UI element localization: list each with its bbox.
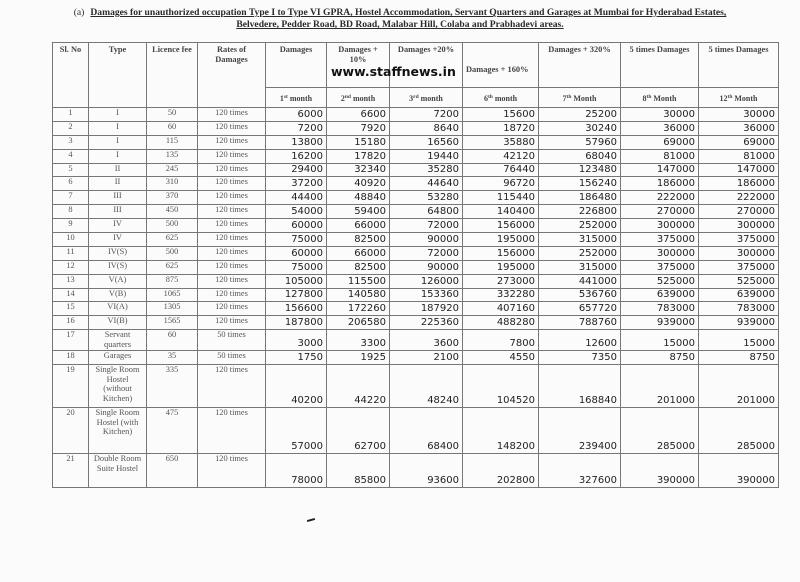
cell-rate: 120 times	[198, 288, 266, 302]
cell-rate: 120 times	[198, 149, 266, 163]
cell-value: 44400	[266, 191, 327, 205]
cell-value: 3600	[390, 330, 463, 351]
cell-value: 147000	[699, 163, 779, 177]
cell-value: 44220	[327, 365, 390, 408]
subheader-num: 6	[483, 93, 488, 103]
cell-value: 90000	[390, 233, 463, 247]
cell-value: 75000	[266, 260, 327, 274]
cell-fee: 50	[147, 108, 198, 122]
cell-rate: 120 times	[198, 135, 266, 149]
cell-type: I	[89, 135, 147, 149]
cell-value: 8750	[699, 351, 779, 365]
cell-sl: 11	[53, 246, 89, 260]
cell-rate: 120 times	[198, 163, 266, 177]
cell-value: 222000	[699, 191, 779, 205]
subheader-unit: Month	[732, 93, 758, 103]
cell-value: 40920	[327, 177, 390, 191]
scan-mark	[307, 518, 315, 522]
table-row	[53, 288, 779, 302]
cell-sl: 21	[53, 454, 89, 488]
header-damages-160: Damages + 160%	[463, 43, 539, 88]
cell-fee: 35	[147, 351, 198, 365]
cell-value: 390000	[699, 454, 779, 488]
damages-table	[52, 42, 779, 488]
cell-value: 172260	[327, 302, 390, 316]
cell-value: 315000	[539, 233, 621, 247]
cell-value: 42120	[463, 149, 539, 163]
subheader-num: 8	[642, 93, 647, 103]
cell-value: 1925	[327, 351, 390, 365]
cell-type: II	[89, 177, 147, 191]
cell-value: 64800	[390, 205, 463, 219]
cell-value: 657720	[539, 302, 621, 316]
cell-sl: 3	[53, 135, 89, 149]
cell-type: Servant quarters	[89, 330, 147, 351]
cell-value: 40200	[266, 365, 327, 408]
cell-value: 407160	[463, 302, 539, 316]
cell-value: 15600	[463, 108, 539, 122]
cell-sl: 18	[53, 351, 89, 365]
cell-value: 226800	[539, 205, 621, 219]
table-row	[53, 330, 779, 351]
cell-sl: 9	[53, 219, 89, 233]
cell-value: 252000	[539, 246, 621, 260]
cell-value: 783000	[699, 302, 779, 316]
cell-value: 332280	[463, 288, 539, 302]
cell-value: 202800	[463, 454, 539, 488]
cell-rate: 120 times	[198, 408, 266, 454]
cell-sl: 6	[53, 177, 89, 191]
cell-value: 68040	[539, 149, 621, 163]
cell-value: 153360	[390, 288, 463, 302]
header-5x-damages-12: 5 times Damages	[699, 43, 779, 88]
cell-value: 939000	[699, 316, 779, 330]
cell-rate: 120 times	[198, 108, 266, 122]
cell-type: Garages	[89, 351, 147, 365]
cell-value: 186480	[539, 191, 621, 205]
cell-value: 375000	[699, 260, 779, 274]
cell-value: 8750	[621, 351, 699, 365]
cell-value: 7200	[390, 108, 463, 122]
cell-value: 270000	[621, 205, 699, 219]
cell-value: 127800	[266, 288, 327, 302]
cell-fee: 135	[147, 149, 198, 163]
cell-fee: 450	[147, 205, 198, 219]
cell-type: IV(S)	[89, 260, 147, 274]
cell-type: IV	[89, 233, 147, 247]
table-row	[53, 246, 779, 260]
cell-value: 60000	[266, 219, 327, 233]
cell-rate: 120 times	[198, 121, 266, 135]
subheader-c5	[539, 88, 621, 108]
cell-value: 270000	[699, 205, 779, 219]
cell-value: 315000	[539, 260, 621, 274]
cell-value: 53280	[390, 191, 463, 205]
cell-value: 29400	[266, 163, 327, 177]
cell-fee: 1565	[147, 316, 198, 330]
table-row	[53, 149, 779, 163]
cell-value: 37200	[266, 177, 327, 191]
cell-value: 488280	[463, 316, 539, 330]
table-row	[53, 274, 779, 288]
cell-value: 186000	[699, 177, 779, 191]
cell-sl: 14	[53, 288, 89, 302]
cell-rate: 120 times	[198, 233, 266, 247]
table-row	[53, 233, 779, 247]
cell-value: 7920	[327, 121, 390, 135]
cell-value: 105000	[266, 274, 327, 288]
cell-sl: 15	[53, 302, 89, 316]
cell-value: 30240	[539, 121, 621, 135]
table-row	[53, 108, 779, 122]
cell-value: 90000	[390, 260, 463, 274]
subheader-c1	[266, 88, 327, 108]
cell-value: 939000	[621, 316, 699, 330]
cell-value: 78000	[266, 454, 327, 488]
cell-value: 123480	[539, 163, 621, 177]
subheader-num: 1	[279, 93, 284, 103]
header-damages: Damages	[266, 43, 327, 88]
cell-value: 35880	[463, 135, 539, 149]
cell-value: 639000	[621, 288, 699, 302]
cell-fee: 115	[147, 135, 198, 149]
cell-type: Double Room Suite Hostel	[89, 454, 147, 488]
cell-value: 16200	[266, 149, 327, 163]
cell-value: 140580	[327, 288, 390, 302]
cell-value: 8640	[390, 121, 463, 135]
subheader-unit: Month	[571, 93, 597, 103]
cell-value: 783000	[621, 302, 699, 316]
cell-type: I	[89, 121, 147, 135]
cell-value: 76440	[463, 163, 539, 177]
table-row	[53, 121, 779, 135]
cell-value: 206580	[327, 316, 390, 330]
subheader-num: 7	[562, 93, 567, 103]
cell-fee: 500	[147, 246, 198, 260]
cell-fee: 625	[147, 233, 198, 247]
section-label: (a)	[73, 7, 85, 18]
cell-value: 375000	[621, 233, 699, 247]
subheader-num: 3	[409, 93, 414, 103]
cell-value: 788760	[539, 316, 621, 330]
table-row	[53, 408, 779, 454]
cell-value: 36000	[621, 121, 699, 135]
cell-value: 75000	[266, 233, 327, 247]
cell-fee: 335	[147, 365, 198, 408]
cell-fee: 245	[147, 163, 198, 177]
cell-value: 35280	[390, 163, 463, 177]
header-damages-10: Damages + 10%	[327, 43, 390, 88]
cell-value: 195000	[463, 260, 539, 274]
subheader-suffix: th	[727, 93, 733, 100]
subheader-unit: month	[492, 93, 518, 103]
cell-value: 66000	[327, 246, 390, 260]
cell-fee: 650	[147, 454, 198, 488]
subheader-unit: month	[350, 93, 376, 103]
cell-value: 25200	[539, 108, 621, 122]
cell-value: 59400	[327, 205, 390, 219]
cell-sl: 10	[53, 233, 89, 247]
cell-sl: 8	[53, 205, 89, 219]
cell-value: 156600	[266, 302, 327, 316]
cell-type: VI(B)	[89, 316, 147, 330]
cell-type: I	[89, 149, 147, 163]
cell-value: 285000	[621, 408, 699, 454]
cell-rate: 120 times	[198, 177, 266, 191]
cell-value: 225360	[390, 316, 463, 330]
cell-rate: 120 times	[198, 365, 266, 408]
cell-rate: 120 times	[198, 274, 266, 288]
cell-value: 156240	[539, 177, 621, 191]
cell-value: 525000	[699, 274, 779, 288]
cell-value: 15000	[699, 330, 779, 351]
cell-value: 639000	[699, 288, 779, 302]
cell-value: 82500	[327, 260, 390, 274]
table-row	[53, 260, 779, 274]
cell-value: 300000	[699, 219, 779, 233]
cell-fee: 370	[147, 191, 198, 205]
subheader-suffix: th	[646, 93, 652, 100]
cell-value: 441000	[539, 274, 621, 288]
header-5x-damages-8: 5 times Damages	[621, 43, 699, 88]
cell-value: 68400	[390, 408, 463, 454]
table-row	[53, 365, 779, 408]
cell-value: 126000	[390, 274, 463, 288]
cell-value: 72000	[390, 246, 463, 260]
cell-rate: 120 times	[198, 454, 266, 488]
table-row	[53, 191, 779, 205]
cell-value: 96720	[463, 177, 539, 191]
cell-value: 93600	[390, 454, 463, 488]
cell-value: 15180	[327, 135, 390, 149]
cell-value: 69000	[699, 135, 779, 149]
header-licence-fee: Licence fee	[147, 43, 198, 108]
cell-value: 140400	[463, 205, 539, 219]
cell-value: 18720	[463, 121, 539, 135]
cell-fee: 475	[147, 408, 198, 454]
cell-value: 30000	[699, 108, 779, 122]
cell-rate: 120 times	[198, 246, 266, 260]
title-line-1: Damages for unauthorized occupation Type I to Type VI GPRA, Hostel Accommodation, Servant Quarters and Garages at Mumbai for Hyderabad Estates,	[90, 7, 727, 18]
cell-value: 285000	[699, 408, 779, 454]
subheader-c2	[327, 88, 390, 108]
cell-fee: 1305	[147, 302, 198, 316]
cell-value: 57960	[539, 135, 621, 149]
cell-sl: 17	[53, 330, 89, 351]
cell-rate: 120 times	[198, 191, 266, 205]
cell-value: 115500	[327, 274, 390, 288]
subheader-suffix: th	[566, 93, 572, 100]
cell-type: V(A)	[89, 274, 147, 288]
cell-rate: 50 times	[198, 330, 266, 351]
cell-value: 36000	[699, 121, 779, 135]
cell-fee: 1065	[147, 288, 198, 302]
cell-value: 104520	[463, 365, 539, 408]
cell-sl: 16	[53, 316, 89, 330]
cell-type: Single Room Hostel (without Kitchen)	[89, 365, 147, 408]
cell-value: 273000	[463, 274, 539, 288]
cell-value: 222000	[621, 191, 699, 205]
cell-rate: 120 times	[198, 205, 266, 219]
cell-sl: 19	[53, 365, 89, 408]
cell-value: 195000	[463, 233, 539, 247]
table-row	[53, 351, 779, 365]
subheader-unit: Month	[651, 93, 677, 103]
subheader-c3	[390, 88, 463, 108]
cell-value: 60000	[266, 246, 327, 260]
cell-rate: 120 times	[198, 219, 266, 233]
cell-sl: 1	[53, 108, 89, 122]
cell-value: 147000	[621, 163, 699, 177]
subheader-num: 2	[340, 93, 345, 103]
cell-type: III	[89, 205, 147, 219]
cell-value: 156000	[463, 246, 539, 260]
cell-value: 81000	[621, 149, 699, 163]
cell-value: 115440	[463, 191, 539, 205]
cell-value: 300000	[699, 246, 779, 260]
cell-fee: 500	[147, 219, 198, 233]
subheader-unit: month	[418, 93, 443, 103]
cell-value: 187920	[390, 302, 463, 316]
cell-type: V(B)	[89, 288, 147, 302]
cell-value: 239400	[539, 408, 621, 454]
cell-value: 19440	[390, 149, 463, 163]
cell-value: 4550	[463, 351, 539, 365]
cell-value: 201000	[621, 365, 699, 408]
cell-value: 6600	[327, 108, 390, 122]
table-row	[53, 135, 779, 149]
cell-sl: 4	[53, 149, 89, 163]
cell-value: 1750	[266, 351, 327, 365]
subheader-c7	[699, 88, 779, 108]
cell-value: 85800	[327, 454, 390, 488]
cell-value: 300000	[621, 246, 699, 260]
cell-rate: 120 times	[198, 260, 266, 274]
table-row	[53, 205, 779, 219]
cell-type: III	[89, 191, 147, 205]
title-line-2: Belvedere, Pedder Road, BD Road, Malabar Hill, Colaba and Prabhadevi areas.	[236, 19, 564, 30]
cell-value: 15000	[621, 330, 699, 351]
subheader-suffix: th	[487, 93, 493, 100]
subheader-c6	[621, 88, 699, 108]
header-damages-320: Damages + 320%	[539, 43, 621, 88]
cell-sl: 12	[53, 260, 89, 274]
cell-value: 6000	[266, 108, 327, 122]
cell-value: 44640	[390, 177, 463, 191]
cell-value: 13800	[266, 135, 327, 149]
cell-value: 375000	[699, 233, 779, 247]
cell-value: 82500	[327, 233, 390, 247]
cell-value: 536760	[539, 288, 621, 302]
table-row	[53, 454, 779, 488]
header-type: Type	[89, 43, 147, 108]
cell-value: 69000	[621, 135, 699, 149]
cell-sl: 5	[53, 163, 89, 177]
table-row	[53, 177, 779, 191]
subheader-num: 12	[719, 93, 728, 103]
subheader-c4	[463, 88, 539, 108]
cell-value: 12600	[539, 330, 621, 351]
cell-fee: 60	[147, 330, 198, 351]
cell-value: 57000	[266, 408, 327, 454]
subheader-unit: month	[287, 93, 313, 103]
cell-value: 7350	[539, 351, 621, 365]
cell-type: IV	[89, 219, 147, 233]
cell-rate: 120 times	[198, 316, 266, 330]
cell-value: 66000	[327, 219, 390, 233]
cell-value: 54000	[266, 205, 327, 219]
subheader-suffix: nd	[344, 93, 351, 100]
cell-value: 201000	[699, 365, 779, 408]
header-sl-no: Sl. No	[53, 43, 89, 108]
cell-sl: 2	[53, 121, 89, 135]
cell-value: 81000	[699, 149, 779, 163]
cell-value: 327600	[539, 454, 621, 488]
cell-type: II	[89, 163, 147, 177]
cell-value: 156000	[463, 219, 539, 233]
header-rates: Rates of Damages	[198, 43, 266, 108]
cell-value: 3000	[266, 330, 327, 351]
cell-value: 168840	[539, 365, 621, 408]
cell-sl: 20	[53, 408, 89, 454]
table-row	[53, 163, 779, 177]
table-row	[53, 302, 779, 316]
cell-fee: 625	[147, 260, 198, 274]
cell-value: 252000	[539, 219, 621, 233]
cell-value: 7200	[266, 121, 327, 135]
document-title	[0, 7, 800, 31]
subheader-suffix: rd	[413, 93, 419, 100]
cell-type: VI(A)	[89, 302, 147, 316]
table-row	[53, 219, 779, 233]
cell-value: 525000	[621, 274, 699, 288]
cell-value: 3300	[327, 330, 390, 351]
watermark: www.staffnews.in	[331, 64, 456, 79]
cell-value: 48840	[327, 191, 390, 205]
cell-value: 375000	[621, 260, 699, 274]
cell-fee: 310	[147, 177, 198, 191]
header-damages-20: Damages +20%	[390, 43, 463, 88]
cell-value: 390000	[621, 454, 699, 488]
cell-sl: 13	[53, 274, 89, 288]
cell-value: 186000	[621, 177, 699, 191]
cell-value: 148200	[463, 408, 539, 454]
cell-rate: 120 times	[198, 302, 266, 316]
cell-type: IV(S)	[89, 246, 147, 260]
cell-rate: 50 times	[198, 351, 266, 365]
cell-type: Single Room Hostel (with Kitchen)	[89, 408, 147, 454]
cell-fee: 60	[147, 121, 198, 135]
cell-value: 7800	[463, 330, 539, 351]
cell-fee: 875	[147, 274, 198, 288]
cell-type: I	[89, 108, 147, 122]
cell-value: 48240	[390, 365, 463, 408]
cell-value: 2100	[390, 351, 463, 365]
cell-value: 17820	[327, 149, 390, 163]
cell-value: 72000	[390, 219, 463, 233]
subheader-suffix: st	[283, 93, 288, 100]
cell-value: 30000	[621, 108, 699, 122]
cell-value: 16560	[390, 135, 463, 149]
cell-value: 62700	[327, 408, 390, 454]
cell-value: 32340	[327, 163, 390, 177]
cell-value: 187800	[266, 316, 327, 330]
cell-sl: 7	[53, 191, 89, 205]
table-row	[53, 316, 779, 330]
cell-value: 300000	[621, 219, 699, 233]
